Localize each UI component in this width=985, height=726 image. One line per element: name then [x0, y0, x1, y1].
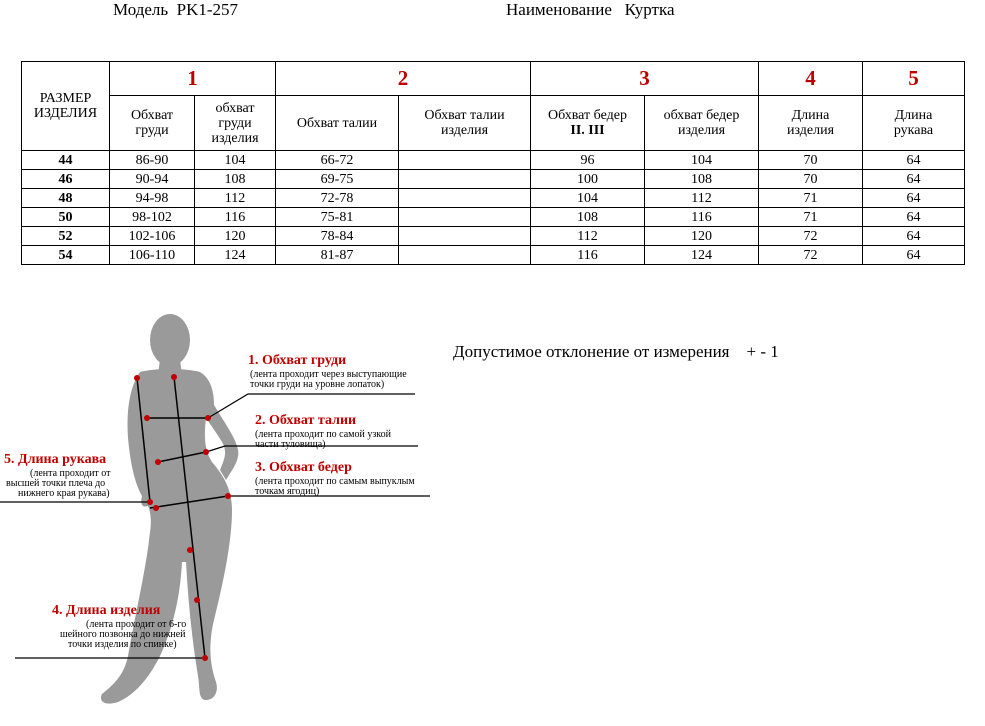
header-length [759, 96, 863, 151]
size-cell: 52 [22, 227, 110, 246]
waist-item-cell [399, 170, 531, 189]
group-header-4: 4 [759, 62, 863, 96]
size-column-header: РАЗМЕР ИЗДЕЛИЯ [22, 62, 110, 151]
chest-item-cell: 120 [195, 227, 276, 246]
length-label-note: (лента проходит от 6-го [86, 619, 187, 630]
size-cell: 44 [22, 151, 110, 170]
hips-cell: 116 [531, 246, 645, 265]
header-waist-item-label: Обхват талии изделия [424, 108, 505, 138]
chest-item-cell: 112 [195, 189, 276, 208]
group-header-2: 2 [276, 62, 531, 96]
hips-cell: 100 [531, 170, 645, 189]
sleeve-label-note: высшей точки плеча до [6, 478, 106, 489]
sleeve-cell: 64 [863, 227, 965, 246]
chest-item-cell: 108 [195, 170, 276, 189]
table-row [22, 151, 965, 170]
waist-label-note: части туловища) [255, 439, 326, 450]
name-header [506, 0, 675, 20]
waist-item-cell [399, 246, 531, 265]
size-cell: 54 [22, 246, 110, 265]
length-label-note: точки изделия по спинке) [68, 639, 177, 650]
waist-item-cell [399, 208, 531, 227]
chest-cell: 86-90 [110, 151, 195, 170]
hips-item-cell: 120 [645, 227, 759, 246]
table-row [22, 189, 965, 208]
header-hips-label: Обхват бедер [548, 108, 627, 123]
hips-cell: 108 [531, 208, 645, 227]
sleeve-label-title: 5. Длина рукава [4, 452, 107, 467]
hips-cell: 96 [531, 151, 645, 170]
chest-item-cell: 124 [195, 246, 276, 265]
chest-cell: 106-110 [110, 246, 195, 265]
sleeve-cell: 64 [863, 208, 965, 227]
header-chest-item-label: обхват груди изделия [211, 100, 259, 146]
header-chest-label: Обхват груди [130, 108, 174, 138]
size-cell: 46 [22, 170, 110, 189]
header-sleeve-label: Длина рукава [893, 108, 934, 138]
table-row [22, 170, 965, 189]
table-row [22, 246, 965, 265]
header-hips-item-label: обхват бедер изделия [663, 108, 740, 138]
length-cell: 71 [759, 189, 863, 208]
sleeve-label-note: нижнего края рукава) [18, 488, 110, 499]
waist-cell: 66-72 [276, 151, 399, 170]
size-table [21, 61, 965, 265]
tolerance-value: + - 1 [746, 342, 779, 361]
chest-cell: 98-102 [110, 208, 195, 227]
sleeve-cell: 64 [863, 189, 965, 208]
model-value: PK1-257 [176, 0, 239, 19]
waist-cell: 78-84 [276, 227, 399, 246]
sleeve-cell: 64 [863, 246, 965, 265]
hips-label-title: 3. Обхват бедер [255, 460, 352, 475]
length-cell: 70 [759, 170, 863, 189]
length-cell: 70 [759, 151, 863, 170]
hips-cell: 104 [531, 189, 645, 208]
size-cell: 50 [22, 208, 110, 227]
hips-label-note: (лента проходит по самым выпуклым [255, 476, 415, 487]
group-header-3: 3 [531, 62, 759, 96]
length-cell: 72 [759, 246, 863, 265]
sleeve-label-note: (лента проходит от [30, 468, 111, 479]
waist-item-cell [399, 151, 531, 170]
length-label-note: шейного позвонка до нижней [60, 629, 186, 640]
header-chest [110, 96, 195, 151]
model-header [113, 0, 238, 20]
chest-cell: 102-106 [110, 227, 195, 246]
waist-cell: 72-78 [276, 189, 399, 208]
sleeve-cell: 64 [863, 170, 965, 189]
chest-cell: 90-94 [110, 170, 195, 189]
waist-label-title: 2. Обхват талии [255, 413, 357, 428]
length-label-title: 4. Длина изделия [52, 603, 161, 618]
hips-item-cell: 124 [645, 246, 759, 265]
chest-item-cell: 104 [195, 151, 276, 170]
waist-cell: 75-81 [276, 208, 399, 227]
waist-cell: 69-75 [276, 170, 399, 189]
tolerance-text: Допустимое отклонение от измерения [453, 342, 730, 361]
header-waist: Обхват талии [276, 96, 399, 151]
hips-label-note: точкам ягодиц) [255, 486, 320, 497]
model-label: Модель [113, 0, 169, 19]
table-row [22, 227, 965, 246]
group-header-5: 5 [863, 62, 965, 96]
chest-cell: 94-98 [110, 189, 195, 208]
hips-item-cell: 108 [645, 170, 759, 189]
header-hips [531, 96, 645, 151]
size-cell: 48 [22, 189, 110, 208]
chest-label-note: точки груди на уровне лопаток) [250, 379, 385, 390]
waist-cell: 81-87 [276, 246, 399, 265]
header-waist-item [399, 96, 531, 151]
waist-item-cell [399, 227, 531, 246]
name-value: Куртка [624, 0, 675, 19]
header-hips-item [645, 96, 759, 151]
waist-label-note: (лента проходит по самой узкой [255, 429, 391, 440]
length-cell: 71 [759, 208, 863, 227]
hips-cell: 112 [531, 227, 645, 246]
header-chest-item [195, 96, 276, 151]
chest-label-note: (лента проходит через выступающие [250, 369, 407, 380]
hips-item-cell: 116 [645, 208, 759, 227]
measurement-figure [0, 310, 470, 720]
header-length-label: Длина изделия [786, 108, 835, 138]
header-sleeve [863, 96, 965, 151]
table-row [22, 208, 965, 227]
length-cell: 72 [759, 227, 863, 246]
group-header-1: 1 [110, 62, 276, 96]
hips-item-cell: 112 [645, 189, 759, 208]
tolerance-note [453, 342, 779, 362]
chest-label-title: 1. Обхват груди [248, 353, 347, 368]
name-label: Наименование [506, 0, 612, 19]
hips-item-cell: 104 [645, 151, 759, 170]
waist-item-cell [399, 189, 531, 208]
header-hips-mark: II. III [570, 123, 605, 138]
chest-item-cell: 116 [195, 208, 276, 227]
sleeve-cell: 64 [863, 151, 965, 170]
